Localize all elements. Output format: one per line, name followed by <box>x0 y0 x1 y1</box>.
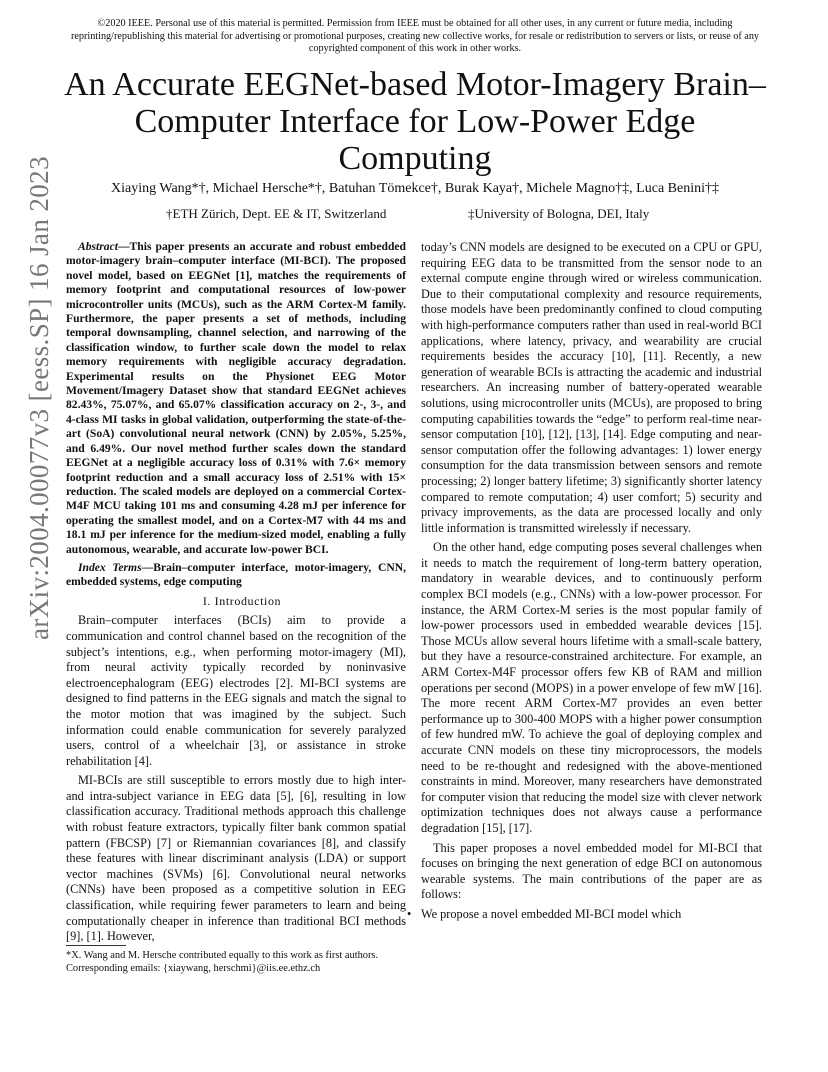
left-column <box>66 240 406 949</box>
index-terms <box>66 561 406 590</box>
affiliation-bologna: ‡University of Bologna, DEI, Italy <box>468 206 650 221</box>
section-heading: I. Introduction <box>202 593 282 608</box>
right-column <box>421 240 762 927</box>
copyright-notice: ©2020 IEEE. Personal use of this material is permitted. Permission from IEEE must be obtained for all other uses, in any current or future media, including reprinting/republishing this material for advertising or promotional purposes, creating new collective works, for resale or redistribution to servers or lists, or reuse of any copyrighted component of this work in other works. <box>70 18 760 54</box>
footnote: *X. Wang and M. Hersche contributed equally to this work as first authors. Corresponding emails: {xiaywang, herschmi}@iis.ee.ethz.ch <box>66 950 379 974</box>
abstract-text: —This paper presents an accurate and robust embedded motor-imagery brain–computer interface (MI-BCI). The proposed novel model, based on EEGNet [1], matches the requirements of memory footprint and computational resources of low-power microcontroller units (MCUs), such as the ARM Cortex-M family. Furthermore, the paper presents a set of methods, including temporal downsampling, channel selection, and narrowing of the classification window, to further scale down the model to relax memory requirements with negligible accuracy degradation. Experimental results on the Physionet EEG Motor Movement/Imagery Dataset show that standard EEGNet achieves 82.43%, 75.07%, and 65.07% classification accuracy on 2-, 3-, and 4-class MI tasks in global validation, outperforming the state-of-the-art (SoA) convolutional neural network (CNN) by 2.05%, 5.25%, and 6.49%. Our novel method further scales down the standard EEGNet at a negligible accuracy loss of 0.31% with 7.6× memory footprint reduction and a small accuracy loss of 2.51% with 15× reduction. The scaled models are deployed on a commercial Cortex-M4F MCU taking 101 ms and consuming 4.28 mJ per inference for operating the smallest model, and on a Cortex-M7 with 44 ms and 18.1 mJ per inference for the medium-sized model, enabling a fully autonomous, wearable, and accurate low-power BCI. <box>66 240 406 556</box>
contribution-bullet: • We propose a novel embedded MI-BCI model which <box>421 907 762 923</box>
paper-title: An Accurate EEGNet-based Motor-Imagery Brain–Computer Interface for Low-Power Edge Computing <box>64 66 766 177</box>
abstract-label: Abstract <box>78 240 118 253</box>
index-terms-label: Index Terms <box>78 560 142 574</box>
arxiv-sidebar-identifier: arXiv:2004.00077v3 [eess.SP] 16 Jan 2023 <box>24 156 54 640</box>
footnote-rule <box>66 945 126 946</box>
affiliation-eth: †ETH Zürich, Dept. EE & IT, Switzerland <box>166 206 387 221</box>
author-list: Xiaying Wang*†, Michael Hersche*†, Batuhan Tömekce†, Burak Kaya†, Michele Magno†‡, Luca Benini†‡ <box>111 181 719 196</box>
body-paragraph: On the other hand, edge computing poses several challenges when it needs to match the requirement of long-term battery operation, mandatory in wearable devices, and to continuously perform complex BCI models (e.g., CNNs) with a low-power processor. For instance, the ARM Cortex-M series is the most popular family of low-power processors used in embedded wearable devices [15]. Those MCUs allow several hours lifetime with a small-scale battery, but they have a resource-constrained architecture. For example, an ARM Cortex-M4F processor offers few KB of RAM and million operations per second (MOPS) in a power envelope of few mW [16]. The more recent ARM Cortex-M7 provides an even better performance up to 300-400 MOPS with a higher power consumption of few hundred mW. To achieve the goal of deploying complex and accurate CNN models on these tiny microprocessors, the models need to be re-thought and redesigned with the above-mentioned constraints in mind. Moreover, many researchers have demonstrated for computer vision that reducing the model size with clever network optimization techniques does not always cause a performance degradation [15], [17]. <box>421 540 762 835</box>
body-paragraph: This paper proposes a novel embedded model for MI-BCI that focuses on bringing the next generation of edge BCI on autonomous wearable systems. The main contributions of the paper are as follows: <box>421 840 762 902</box>
index-terms-text: —Brain–computer interface, motor-imagery, CNN, embedded systems, edge computing <box>66 560 406 589</box>
abstract <box>66 240 406 557</box>
body-paragraph: today’s CNN models are designed to be executed on a CPU or GPU, requiring EEG data to be transmitted from the sensor node to an external compute engine through wired or wireless communication. Due to their computational complexity and resource requirements, those models have been predominantly confined to cloud computing with high-performance computers rather than used in real-world BCI applications, where latency, privacy, and wearability are crucial requirements besides the accuracy [10], [11]. Recently, a new generation of wearable BCIs is attracting the academic and industrial researchers. An increasing number of battery-operated wearable solutions, using microcontroller units (MCUs), are proposed to bring computing capabilities towards the “edge” to perform real-time near-sensor computation [10], [12], [13], [14]. Edge computing and near-sensor computation offer the following advantages: 1) lower energy consumption for the data transmission between sensors and remote processing; 2) longer battery lifetime; 3) significantly shorter latency compared to remote computation; 4) user comfort; 5) security and privacy improvements, as the data are processed locally and only little information is transmitted wirelessly if necessary. <box>421 240 762 535</box>
body-paragraph: Brain–computer interfaces (BCIs) aim to provide a communication and control channel based on the recognition of the subject’s intentions, e.g., when performing motor-imagery (MI), from neural activity typically recorded by noninvasive electroencephalogram (EEG) electrodes [2]. MI-BCI systems are designed to find patterns in the EEG signals and match the signal to the motor motion that was imagined by the subject. Such information could enable communication for severely paralyzed users, control of a wheelchair [3], or assistance in stroke rehabilitation [4]. <box>66 613 406 768</box>
body-paragraph: MI-BCIs are still susceptible to errors mostly due to high inter- and intra-subject variance in EEG data [5], [6], resulting in low classification accuracy. Traditional methods approach this challenge with robust feature extractors, typically filter bank common spatial pattern (FBCSP) [7] or Riemannian covariances [8], and classify these features with linear discriminant analysis (LDA) or support vector machines (SVMs) [6]. Convolutional neural networks (CNNs) have been proposed as a competitive solution in EEG classification, while requiring fewer parameters to learn and being computationally cheaper in inference than traditional BCI methods [9], [1]. However, <box>66 773 406 944</box>
